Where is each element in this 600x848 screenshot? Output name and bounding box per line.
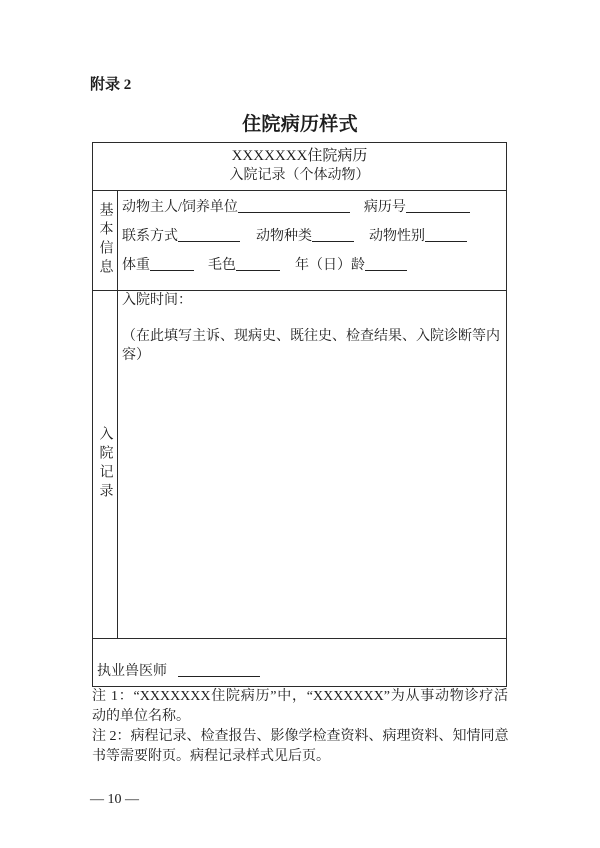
basic-info-row	[122, 227, 467, 247]
species-label: 动物种类	[256, 229, 312, 244]
record-no-blank	[406, 200, 470, 213]
basic-info-row	[122, 198, 470, 218]
weight-label: 体重	[122, 258, 150, 273]
coat-color-label: 毛色	[208, 258, 236, 273]
section-column-divider	[117, 190, 118, 638]
note	[92, 687, 508, 726]
age-blank	[365, 258, 407, 271]
sex-blank	[425, 229, 467, 242]
form-header-subtitle: 入院记录（个体动物）	[229, 168, 370, 183]
record-no-label: 病历号	[363, 200, 406, 215]
coat-color-blank	[236, 258, 280, 271]
owner-label: 动物主人/饲养单位	[122, 200, 238, 215]
form-divider	[92, 638, 507, 639]
basic-info-row	[122, 256, 407, 276]
vet-signature-blank	[178, 664, 260, 677]
age-label: 年（日）龄	[295, 258, 365, 273]
page-number: — 10 —	[90, 792, 139, 807]
admission-instruction: （在此填写主诉、现病史、既往史、检查结果、入院诊断等内容）	[122, 329, 500, 363]
medical-record-form	[92, 142, 507, 687]
section-label-basic-info: 基本信息	[97, 202, 113, 278]
note-line: 注 2：病程记录、检查报告、影像学检查资料、病理资料、知情同意	[92, 729, 509, 744]
form-header-title: XXXXXXX住院病历	[231, 148, 368, 164]
note	[92, 727, 508, 766]
section-label-admission: 入院记录	[97, 426, 113, 502]
form-header	[92, 142, 507, 190]
admission-time-label: 入院时间：	[122, 293, 192, 308]
contact-label: 联系方式	[122, 229, 178, 244]
appendix-label: 附录 2	[90, 77, 132, 93]
vet-signature-label: 执业兽医师	[97, 664, 167, 679]
note-line: 书等需要附页。病程记录样式见后页。	[92, 748, 330, 764]
section-cell-basic-info	[92, 190, 117, 290]
form-divider	[92, 190, 507, 191]
sex-label: 动物性别	[369, 229, 425, 244]
vet-signature-row	[97, 662, 260, 682]
note-line: 动的单位名称。	[92, 708, 190, 724]
note-line: 注 1：“XXXXXXX住院病历”中，“XXXXXXX”为从事动物诊疗活	[92, 689, 508, 704]
contact-blank	[178, 229, 240, 242]
section-cell-admission	[92, 290, 117, 638]
owner-blank	[238, 200, 350, 213]
weight-blank	[150, 258, 194, 271]
species-blank	[312, 229, 354, 242]
page-title: 住院病历样式	[242, 114, 358, 135]
